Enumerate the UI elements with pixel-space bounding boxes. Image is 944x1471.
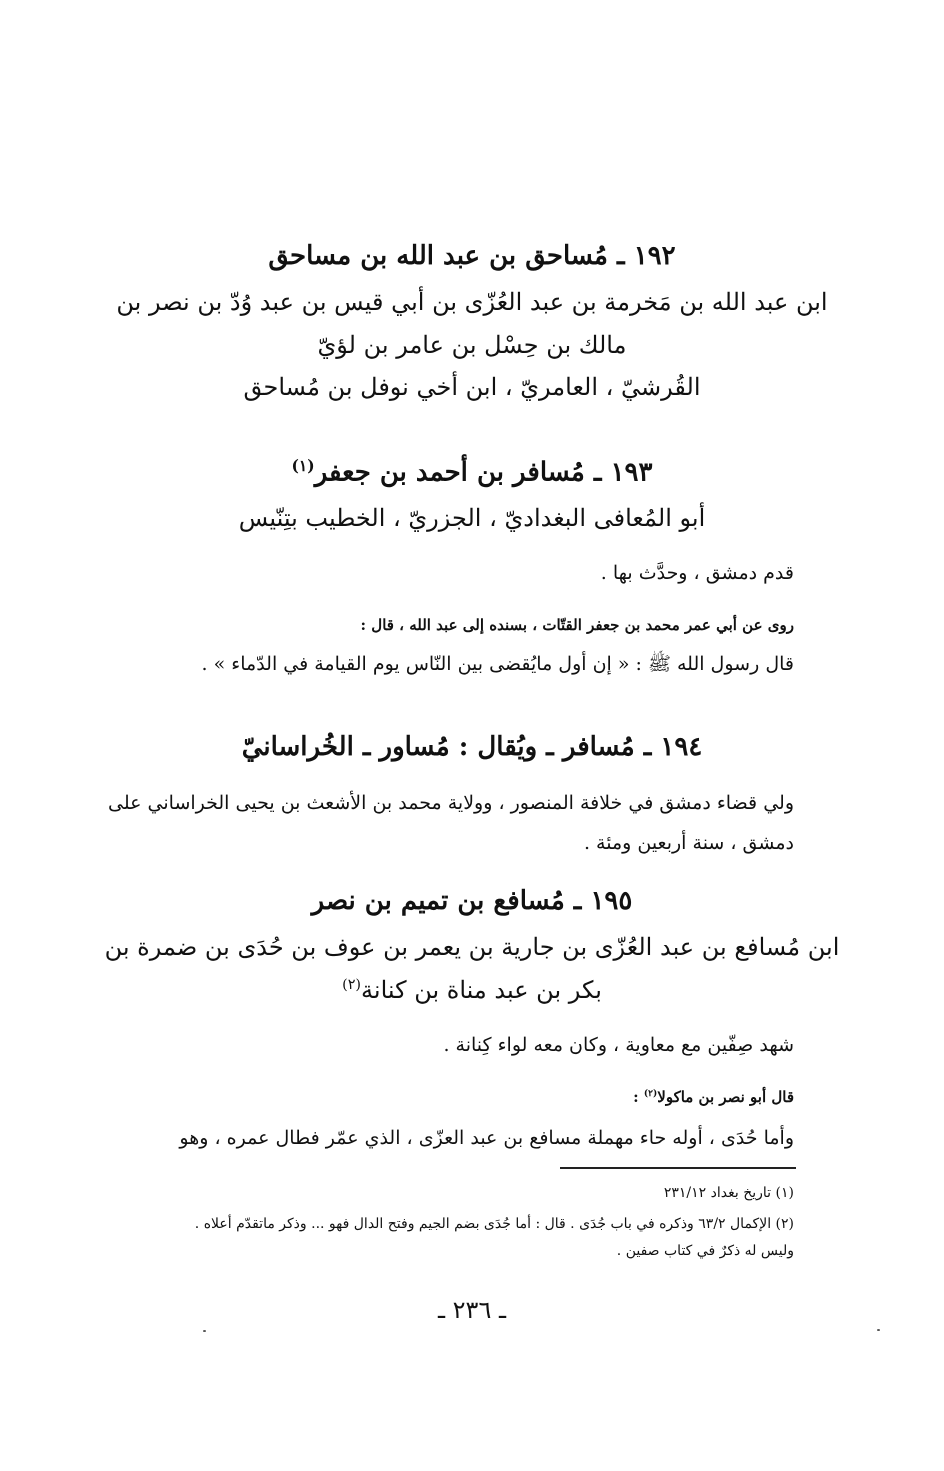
entry-193-text-2: روى عن أبي عمر محمد بن جعفر القتّات ، بسنده إلى عبد الله ، قال : — [360, 616, 794, 634]
entry-195-lineage-line-2-text: بكر بن عبد مناة بن كنانة — [361, 976, 602, 1004]
footnote-ref-2b: (٢) — [643, 1089, 658, 1099]
entry-192-lineage-line-3: القُرشيّ ، العامريّ ، ابن أخي نوفل بن مُساحق — [243, 373, 701, 401]
entry-193-text-1: قدم دمشق ، وحدَّث بها . — [600, 562, 794, 584]
entry-195-lineage-line-1: ابن مُسافع بن عبد العُزّى بن جارية بن يعمر بن عوف بن حُدَى بن ضمرة بن — [104, 933, 840, 961]
entry-192-lineage-line-2: مالك بن حِسْل بن عامر بن لؤيّ — [317, 331, 627, 359]
entry-195-text-3: وأما حُدَى ، أوله حاء مهملة مسافع بن عبد العزّى ، الذي عمّر فطال عمره ، وهو — [179, 1127, 794, 1149]
entry-193-subtitle: أبو المُعافى البغداديّ ، الجزريّ ، الخطيب بتِنّيس — [238, 504, 706, 532]
entry-195-lineage-line-2 — [0, 978, 944, 1002]
entry-195-text-2 — [633, 1090, 794, 1105]
footnote-divider — [560, 1167, 796, 1169]
entry-195-text-1: شهد صِفّين مع معاوية ، وكان معه لواء كِنانة . — [443, 1034, 794, 1056]
entry-194-heading: ١٩٤ ـ مُسافر ـ ويُقال : مُساور ـ الخُراسانيّ — [241, 732, 703, 762]
footnote-1: (١) تاريخ بغداد ٢٣١/١٢ — [663, 1185, 794, 1201]
footnote-2-line-1: (٢) الإكمال ٦٣/٢ وذكره في باب جُدَى . قال : أما جُدَى بضم الجيم وفتح الدال فهو ... وذكر ماتقدّم أعلاه . — [194, 1216, 794, 1232]
entry-193-heading — [0, 458, 944, 486]
entry-195-text-2-end: : — [633, 1088, 644, 1106]
footnote-2-line-2: وليس له ذكرٌ في كتاب صفين . — [616, 1243, 794, 1259]
entry-194-text-1: ولي قضاء دمشق في خلافة المنصور ، وولاية محمد بن الأشعث بن يحيى الخراساني على — [108, 792, 794, 814]
entry-194-text-2: دمشق ، سنة أربعين ومئة . — [583, 832, 794, 854]
footnote-ref-2: (٢) — [342, 977, 362, 993]
scan-speck — [203, 1330, 206, 1332]
footnote-ref-1: (١) — [291, 456, 315, 475]
entry-195-text-2-main: قال أبو نصر بن ماكولا — [657, 1088, 794, 1106]
scan-speck — [877, 1329, 880, 1331]
entry-192-lineage-line-1: ابن عبد الله بن مَخرمة بن عبد العُزّى بن أبي قيس بن عبد وُدّ بن نصر بن — [116, 288, 828, 316]
entry-195-heading: ١٩٥ ـ مُسافع بن تميم بن نصر — [311, 886, 633, 916]
entry-192-heading: ١٩٢ ـ مُساحق بن عبد الله بن مساحق — [268, 241, 676, 271]
page-number: ـ ٢٣٦ ـ — [437, 1296, 506, 1324]
entry-193-hadith: قال رسول الله ﷺ : « إن أول مايُقضى بين النّاس يوم القيامة في الدّماء » . — [201, 653, 794, 675]
entry-193-heading-text: ١٩٣ ـ مُسافر بن أحمد بن جعفر — [314, 457, 653, 488]
